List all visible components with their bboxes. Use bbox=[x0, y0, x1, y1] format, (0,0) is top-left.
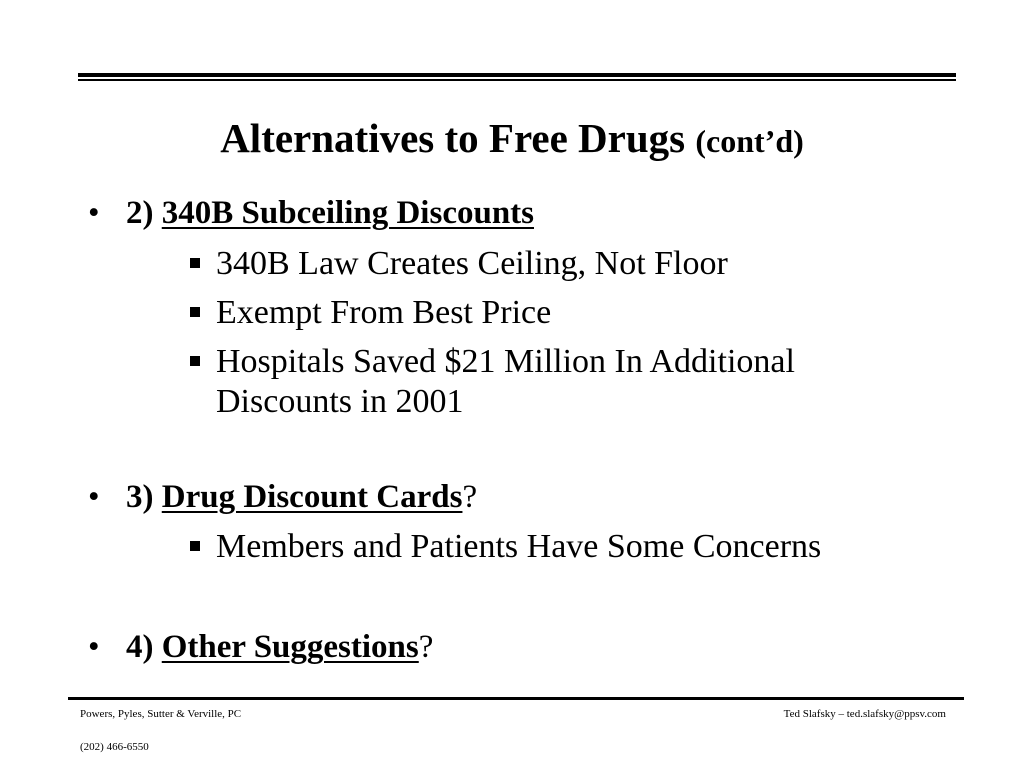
square-bullet-icon bbox=[190, 307, 200, 317]
subbullet-item bbox=[190, 342, 890, 422]
section-heading: 340B Subceiling Discounts bbox=[161, 195, 534, 231]
bullet-section-other bbox=[88, 627, 433, 667]
square-bullet-icon bbox=[190, 541, 200, 551]
slide-title-suffix: (cont’d) bbox=[695, 123, 804, 159]
top-rule-thin bbox=[78, 79, 956, 81]
bottom-rule bbox=[68, 697, 964, 700]
bullet-section-340b bbox=[88, 193, 534, 233]
footer-firm: Powers, Pyles, Sutter & Verville, PC bbox=[80, 708, 242, 720]
subbullet-item bbox=[190, 244, 950, 284]
top-rule-thick bbox=[78, 73, 956, 77]
section-heading: Drug Discount Cards bbox=[161, 479, 463, 515]
square-bullet-icon bbox=[190, 356, 200, 366]
section-heading: Other Suggestions bbox=[161, 629, 419, 665]
slide-title bbox=[0, 112, 1024, 167]
bullet-dot-icon: • bbox=[88, 629, 100, 665]
bullet-dot-icon: • bbox=[88, 479, 100, 515]
section-number: 4) bbox=[126, 629, 154, 665]
subbullet-text: Hospitals Saved $21 Million In Additional Discounts in 2001 bbox=[216, 343, 795, 420]
footer-contact: Ted Slafsky – ted.slafsky@ppsv.com bbox=[783, 708, 946, 720]
bullet-dot-icon: • bbox=[88, 195, 100, 231]
square-bullet-icon bbox=[190, 258, 200, 268]
footer-phone: (202) 466-6550 bbox=[80, 741, 149, 753]
subbullet-item bbox=[190, 527, 950, 567]
subbullet-item bbox=[190, 293, 950, 333]
subbullet-text: Members and Patients Have Some Concerns bbox=[216, 528, 822, 565]
slide-title-main: Alternatives to Free Drugs bbox=[220, 115, 686, 161]
subbullet-text: 340B Law Creates Ceiling, Not Floor bbox=[216, 245, 728, 282]
section-suffix: ? bbox=[462, 479, 478, 515]
section-suffix: ? bbox=[418, 629, 434, 665]
subbullet-text: Exempt From Best Price bbox=[216, 294, 552, 331]
section-number: 2) bbox=[126, 195, 154, 231]
section-number: 3) bbox=[126, 479, 154, 515]
bullet-section-discount-cards bbox=[88, 477, 477, 517]
